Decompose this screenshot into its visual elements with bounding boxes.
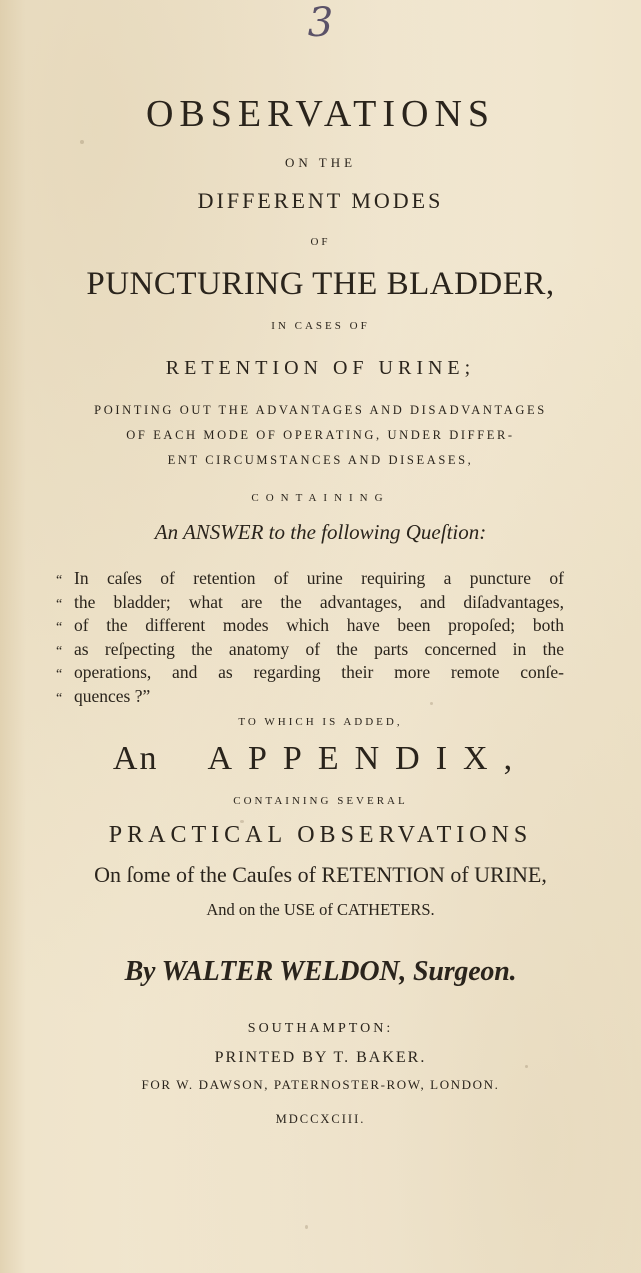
question-line: “ quences ?” xyxy=(76,686,564,710)
question-line: “ operations, and as regarding their more remote conſe- xyxy=(76,662,564,686)
quote-mark: “ xyxy=(56,620,63,635)
and-on-catheters: And on the USE of CATHETERS. xyxy=(206,900,435,919)
question-line: “ of the different modes which have been propoſed; both xyxy=(76,615,564,639)
title-puncturing: PUNCTURING THE BLADDER, xyxy=(86,266,555,302)
question-line: “ as reſpecting the anatomy of the parts concerned in the xyxy=(76,639,564,663)
appendix-heading xyxy=(0,740,641,778)
paper-speck xyxy=(430,702,433,705)
paper-speck xyxy=(525,1065,528,1068)
imprint-date: MDCCXCIII. xyxy=(275,1112,366,1126)
quote-mark: “ xyxy=(56,643,63,659)
description-line-3: ENT CIRCUMSTANCES AND DISEASES, xyxy=(167,453,474,467)
on-some-causes: On ſome of the Cauſes of RETENTION of URINE, xyxy=(94,862,547,887)
shelf-mark: 3 xyxy=(307,0,334,46)
question-line: “ the bladder; what are the advantages, and diſadvantages, xyxy=(76,592,564,616)
question-quote xyxy=(56,568,564,709)
description-line-1: POINTING OUT THE ADVANTAGES AND DISADVANTAGES xyxy=(94,403,547,417)
title-on-the: ON THE xyxy=(284,155,357,170)
title-different-modes: DIFFERENT MODES xyxy=(197,188,444,213)
question-line: “ In caſes of retention of urine requiring a puncture of xyxy=(76,568,564,592)
description-line-2: OF EACH MODE OF OPERATING, UNDER DIFFER- xyxy=(126,428,515,442)
answer-heading: An ANSWER to the following Queſtion: xyxy=(154,520,487,544)
paper-speck xyxy=(80,140,84,144)
title-observations: OBSERVATIONS xyxy=(145,93,496,135)
appendix-word: APPENDIX, xyxy=(207,740,529,777)
title-retention: RETENTION OF URINE; xyxy=(165,357,476,379)
title-in-cases-of: IN CASES OF xyxy=(271,320,370,332)
quote-mark: “ xyxy=(56,573,63,588)
quote-mark: “ xyxy=(56,690,63,706)
imprint-publisher: FOR W. DAWSON, PATERNOSTER-ROW, LONDON. xyxy=(141,1077,500,1092)
paper-speck xyxy=(305,1225,308,1229)
practical-observations: PRACTICAL OBSERVATIONS xyxy=(108,822,533,848)
title-of: OF xyxy=(310,236,331,248)
author-line: By WALTER WELDON, Surgeon. xyxy=(124,956,517,987)
imprint-printer: PRINTED BY T. BAKER. xyxy=(214,1049,427,1066)
paper-speck xyxy=(240,820,244,823)
quote-mark: “ xyxy=(56,667,63,682)
added-label: TO WHICH IS ADDED, xyxy=(238,716,403,728)
containing-several: CONTAINING SEVERAL xyxy=(233,795,408,807)
containing-label: CONTAINING xyxy=(251,492,390,504)
appendix-lead: An xyxy=(112,740,159,777)
quote-mark: “ xyxy=(56,596,63,612)
imprint-place: SOUTHAMPTON: xyxy=(247,1021,394,1036)
